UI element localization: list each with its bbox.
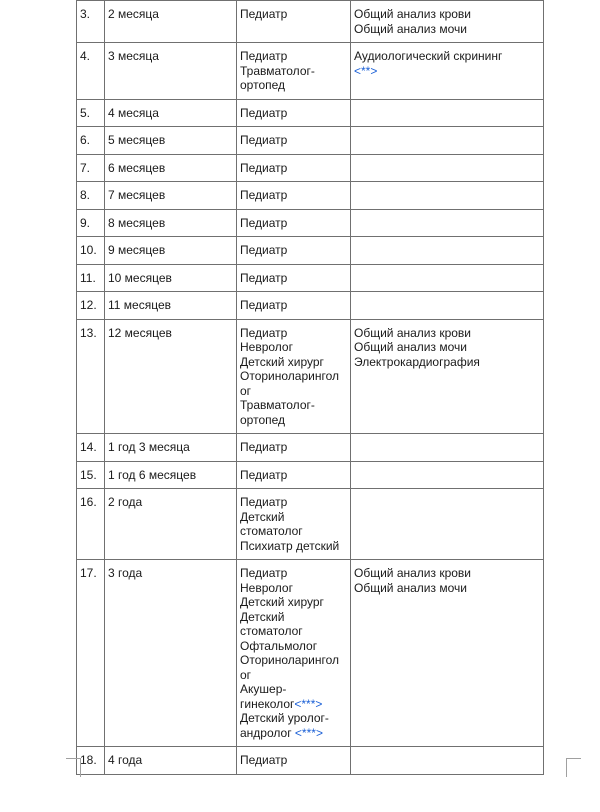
table-row xyxy=(77,1,544,43)
specialists-cell xyxy=(237,461,351,489)
specialists-cell xyxy=(237,489,351,560)
specialist: ортопед xyxy=(240,412,286,427)
row-number: 4. xyxy=(77,43,105,100)
row-number: 5. xyxy=(77,99,105,127)
tests-cell xyxy=(351,127,544,155)
specialist: Педиатр xyxy=(240,160,288,175)
tests-cell xyxy=(351,237,544,265)
age-period: 10 месяцев xyxy=(105,264,237,292)
row-number: 3. xyxy=(77,1,105,43)
age-period: 1 год 3 месяца xyxy=(105,434,237,462)
row-number: 7. xyxy=(77,154,105,182)
specialist: Педиатр xyxy=(240,566,288,580)
test-item: Электрокардиография xyxy=(354,354,480,369)
row-number: 9. xyxy=(77,209,105,237)
age-period: 4 года xyxy=(105,747,237,775)
test-item xyxy=(354,64,540,79)
specialist: Детский уролог- xyxy=(240,711,329,725)
specialist: Оториноларингол xyxy=(240,369,339,383)
age-period: 11 месяцев xyxy=(105,292,237,320)
row-number: 17. xyxy=(77,560,105,747)
specialists-cell xyxy=(237,264,351,292)
table-row xyxy=(77,43,544,100)
footnote-link[interactable]: <***> xyxy=(294,696,323,711)
specialist: Офтальмолог xyxy=(240,638,318,653)
row-number: 13. xyxy=(77,319,105,434)
test-item: Общий анализ крови xyxy=(354,7,472,21)
tests-cell xyxy=(351,182,544,210)
tests-cell xyxy=(351,461,544,489)
tests-cell xyxy=(351,489,544,560)
specialists-cell xyxy=(237,99,351,127)
specialist: Детский хирург xyxy=(240,354,324,369)
table-row xyxy=(77,560,544,747)
specialist: Педиатр xyxy=(240,49,288,63)
specialist-text: андролог xyxy=(240,725,295,740)
tests-cell xyxy=(351,747,544,775)
specialist: Педиатр xyxy=(240,105,288,120)
age-period: 2 месяца xyxy=(105,1,237,43)
specialist: стоматолог xyxy=(240,524,303,538)
page-corner-mark-right xyxy=(566,758,581,777)
age-period: 3 года xyxy=(105,560,237,747)
specialist: стоматолог xyxy=(240,624,303,638)
age-period: 3 месяца xyxy=(105,43,237,100)
table-body xyxy=(77,1,544,775)
row-number: 15. xyxy=(77,461,105,489)
test-item: Общий анализ мочи xyxy=(354,580,467,595)
specialist xyxy=(240,726,347,741)
footnote-link[interactable]: <**> xyxy=(354,63,378,78)
specialist xyxy=(240,697,347,712)
specialist: Педиатр xyxy=(240,188,288,202)
specialists-cell xyxy=(237,209,351,237)
age-period: 9 месяцев xyxy=(105,237,237,265)
specialists-cell xyxy=(237,154,351,182)
row-number: 16. xyxy=(77,489,105,560)
specialist: Педиатр xyxy=(240,325,288,340)
tests-cell xyxy=(351,99,544,127)
table-row xyxy=(77,264,544,292)
age-period: 5 месяцев xyxy=(105,127,237,155)
test-item: Общий анализ мочи xyxy=(354,340,467,354)
age-period: 8 месяцев xyxy=(105,209,237,237)
specialist: Невролог xyxy=(240,580,293,595)
specialist: ортопед xyxy=(240,78,286,92)
table-row xyxy=(77,319,544,434)
specialist: Педиатр xyxy=(240,133,288,147)
specialist: Педиатр xyxy=(240,753,288,767)
table-row xyxy=(77,99,544,127)
row-number: 14. xyxy=(77,434,105,462)
tests-cell xyxy=(351,43,544,100)
age-period: 6 месяцев xyxy=(105,154,237,182)
footnote-link[interactable]: <***> xyxy=(294,725,323,740)
specialist: Педиатр xyxy=(240,467,288,482)
row-number: 11. xyxy=(77,264,105,292)
row-number: 12. xyxy=(77,292,105,320)
row-number: 8. xyxy=(77,182,105,210)
specialist: Педиатр xyxy=(240,243,288,257)
age-period: 7 месяцев xyxy=(105,182,237,210)
age-period: 2 года xyxy=(105,489,237,560)
age-period: 12 месяцев xyxy=(105,319,237,434)
tests-cell xyxy=(351,154,544,182)
exam-schedule-table xyxy=(76,0,544,775)
specialists-cell xyxy=(237,1,351,43)
row-number: 6. xyxy=(77,127,105,155)
specialist: ог xyxy=(240,667,252,682)
table-row xyxy=(77,489,544,560)
specialist: Детский хирург xyxy=(240,595,324,609)
specialist: Травматолог- xyxy=(240,398,315,412)
specialist: Невролог xyxy=(240,340,293,354)
tests-cell xyxy=(351,292,544,320)
specialists-cell xyxy=(237,182,351,210)
specialist: Детский xyxy=(240,609,285,624)
specialists-cell xyxy=(237,319,351,434)
specialists-cell xyxy=(237,43,351,100)
table-row xyxy=(77,209,544,237)
specialist: Педиатр xyxy=(240,495,288,509)
specialist: Педиатр xyxy=(240,298,288,312)
specialist: Акушер- xyxy=(240,682,287,696)
specialist: Педиатр xyxy=(240,270,288,285)
test-item: Общий анализ крови xyxy=(354,566,472,580)
table-row xyxy=(77,154,544,182)
tests-cell xyxy=(351,434,544,462)
tests-cell xyxy=(351,264,544,292)
specialist: Психиатр детский xyxy=(240,538,340,553)
specialist: ог xyxy=(240,383,252,398)
specialist: Педиатр xyxy=(240,7,288,21)
specialist-text: гинеколог xyxy=(240,696,295,711)
row-number: 18. xyxy=(77,747,105,775)
table-row xyxy=(77,747,544,775)
specialists-cell xyxy=(237,434,351,462)
tests-cell xyxy=(351,319,544,434)
age-period: 1 год 6 месяцев xyxy=(105,461,237,489)
specialists-cell xyxy=(237,237,351,265)
table-row xyxy=(77,237,544,265)
specialists-cell xyxy=(237,292,351,320)
specialists-cell xyxy=(237,747,351,775)
specialist: Травматолог- xyxy=(240,63,315,78)
specialists-cell xyxy=(237,560,351,747)
test-item: Аудиологический скрининг xyxy=(354,49,503,63)
specialist: Детский xyxy=(240,509,285,524)
specialist: Педиатр xyxy=(240,215,288,230)
age-period: 4 месяца xyxy=(105,99,237,127)
tests-cell xyxy=(351,209,544,237)
table-row xyxy=(77,182,544,210)
page-corner-mark-left xyxy=(66,758,81,777)
tests-cell xyxy=(351,1,544,43)
tests-cell xyxy=(351,560,544,747)
specialist: Оториноларингол xyxy=(240,653,339,667)
test-item: Общий анализ мочи xyxy=(354,21,467,36)
table-row xyxy=(77,434,544,462)
table-row xyxy=(77,292,544,320)
specialist: Педиатр xyxy=(240,440,288,454)
row-number: 10. xyxy=(77,237,105,265)
table-row xyxy=(77,127,544,155)
test-item: Общий анализ крови xyxy=(354,325,472,340)
table-row xyxy=(77,461,544,489)
specialists-cell xyxy=(237,127,351,155)
